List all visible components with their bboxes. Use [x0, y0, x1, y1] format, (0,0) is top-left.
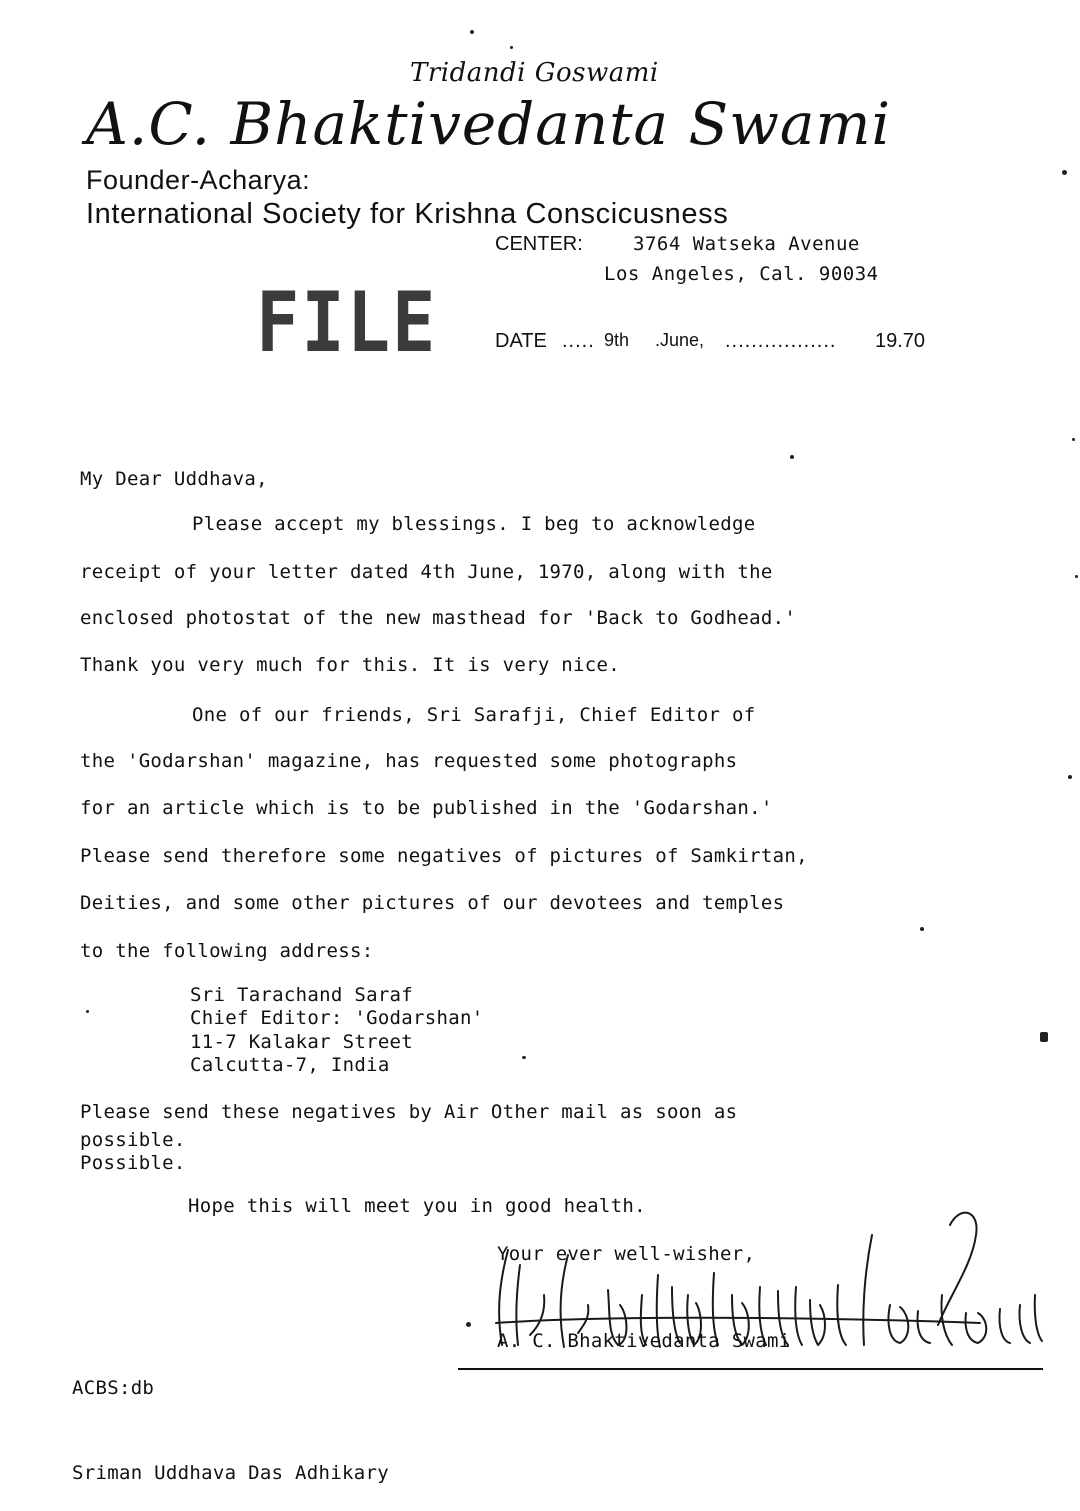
center-address-line1: 3764 Watseka Avenue	[633, 233, 860, 255]
speck	[1062, 170, 1067, 175]
speck	[466, 1322, 471, 1327]
para2-line: for an article which is to be published in the 'Godarshan.'	[80, 797, 773, 819]
salutation: My Dear Uddhava,	[80, 468, 268, 490]
speck	[1040, 1032, 1048, 1042]
date-label: DATE	[495, 330, 547, 352]
signature-rule	[458, 1368, 1043, 1370]
file-stamp: FILE	[256, 273, 438, 371]
speck	[790, 455, 794, 459]
date-year: 19.70	[875, 330, 926, 352]
para3-line: Possible.	[80, 1152, 186, 1174]
para3-line: Please send these negatives by Air Other mail as soon as	[80, 1101, 738, 1123]
address-line: Calcutta-7, India	[190, 1054, 390, 1076]
para2-line: Deities, and some other pictures of our devotees and temples	[80, 892, 785, 914]
para1-line: enclosed photostat of the new masthead for 'Back to Godhead.'	[80, 607, 797, 629]
recipient-name: Sriman Uddhava Das Adhikary	[72, 1462, 389, 1484]
date-day: 9th	[604, 330, 630, 350]
speck	[86, 1010, 89, 1013]
typed-signature-name: A. C. Bhaktivedanta Swami	[497, 1330, 791, 1352]
center-label: CENTER:	[495, 233, 583, 255]
date-dots-after: .................	[725, 330, 837, 352]
para1-line: receipt of your letter dated 4th June, 1970, along with the	[80, 561, 773, 583]
speck	[1072, 438, 1075, 441]
well-wisher-line: Your ever well-wisher,	[497, 1243, 756, 1265]
speck	[1075, 575, 1078, 578]
para1-line: Please accept my blessings. I beg to acknowledge	[192, 513, 756, 535]
address-line: Sri Tarachand Saraf	[190, 984, 414, 1006]
speck	[510, 46, 513, 49]
center-address-line2: Los Angeles, Cal. 90034	[604, 263, 879, 285]
date-month: .June,	[655, 330, 705, 350]
speck	[470, 30, 474, 34]
para2-line: to the following address:	[80, 940, 374, 962]
speck	[1068, 775, 1072, 779]
para2-line: the 'Godarshan' magazine, has requested some photographs	[80, 750, 738, 772]
reference-initials: ACBS:db	[72, 1377, 155, 1399]
letterhead-name: A.C. Bhaktivedanta Swami	[86, 90, 892, 158]
closing-line: Hope this will meet you in good health.	[188, 1195, 646, 1217]
letterhead-society: International Society for Krishna Conscicusness	[86, 198, 729, 230]
speck	[920, 927, 924, 931]
para2-line: Please send therefore some negatives of pictures of Samkirtan,	[80, 845, 808, 867]
date-dots-before: .....	[562, 330, 595, 352]
para2-line: One of our friends, Sri Sarafji, Chief Editor of	[192, 704, 756, 726]
para1-line: Thank you very much for this. It is very nice.	[80, 654, 620, 676]
para3-line: possible.	[80, 1129, 186, 1151]
address-line: 11-7 Kalakar Street	[190, 1031, 414, 1053]
speck	[522, 1056, 526, 1059]
letterhead-tridandi: Tridandi Goswami	[410, 58, 659, 88]
letterhead-founder: Founder-Acharya:	[86, 165, 311, 195]
address-line: Chief Editor: 'Godarshan'	[190, 1007, 484, 1029]
